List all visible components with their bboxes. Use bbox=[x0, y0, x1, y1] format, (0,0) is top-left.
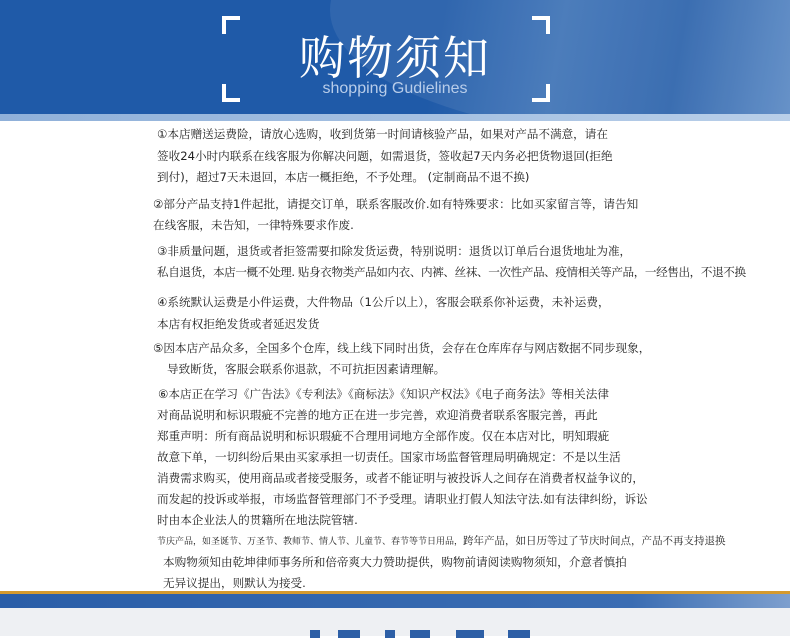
header-divider bbox=[0, 114, 790, 121]
next-section-decoration bbox=[508, 630, 530, 638]
next-section-decoration bbox=[310, 630, 320, 638]
notice-line: ①本店赠送运费险，请放心选购，收到货第一时间请核验产品，如果对产品不满意，请在 bbox=[157, 127, 608, 141]
notice-line: 而发起的投诉或举报，市场监督管理部门不予受理。请职业打假人知法守法.如有法律纠纷，诉讼 bbox=[157, 492, 648, 506]
notice-line: ⑤因本店产品众多，全国多个仓库，线上线下同时出货，会存在仓库库存与网店数据不同步现象， bbox=[153, 341, 651, 355]
notice-line: 郑重声明：所有商品说明和标识瑕疵不合理用词地方全部作废。仅在本店对比，明知瑕疵 bbox=[157, 429, 610, 443]
footer-gray-band bbox=[0, 608, 790, 636]
holiday-small-text: 节庆产品，如圣诞节、万圣节、教师节、情人节、儿童节、春节等节日用品， bbox=[157, 537, 464, 547]
notice-line: 本店有权拒绝发货或者延迟发货 bbox=[157, 317, 320, 331]
notice-line: 私自退货，本店一概不处理. 贴身衣物类产品如内衣、内裤、丝袜、一次性产品、疫情相关等产品，一经售出，不退不换 bbox=[157, 265, 746, 279]
notice-line: 对商品说明和标识瑕疵不完善的地方正在进一步完善，欢迎消费者联系客服完善，再此 bbox=[157, 408, 598, 422]
notice-line: 本购物须知由乾坤律师事务所和倍帝爽大力赞助提供，购物前请阅读购物须知，介意者慎拍 bbox=[163, 555, 627, 569]
notice-line: 无异议提出，则默认为接受. bbox=[163, 576, 306, 590]
next-section-decoration bbox=[456, 630, 484, 638]
page-title: 购物须知 bbox=[299, 31, 491, 85]
notice-line: 时由本企业法人的贯籍所在地法院管辖. bbox=[157, 513, 358, 527]
header-banner bbox=[0, 0, 790, 114]
notice-line: ④系统默认运费是小件运费，大件物品（1公斤以上），客服会联系你补运费，未补运费， bbox=[157, 295, 610, 309]
notice-line: 消费需求购买，使用商品或者接受服务，或者不能证明与被投诉人之间存在消费者权益争议的， bbox=[157, 471, 644, 485]
notice-line: 到付)，超过7天未退回，本店一概拒绝，不予处理。 (定制商品不退不换) bbox=[157, 170, 530, 184]
next-section-decoration bbox=[410, 630, 430, 638]
notice-line: ②部分产品支持1件起批，请提交订单，联系客服改价.如有特殊要求：比如买家留言等，请告知 bbox=[153, 197, 639, 211]
notice-line: 导致断货，客服会联系你退款，不可抗拒因素请理解。 bbox=[167, 362, 446, 376]
notice-line: ③非质量问题，退货或者拒签需要扣除发货运费，特别说明：退货以订单后台退货地址为准， bbox=[157, 244, 632, 258]
next-section-decoration bbox=[385, 630, 395, 638]
footer-blue-band bbox=[0, 594, 790, 608]
page-subtitle: shopping Gudielines bbox=[322, 80, 468, 97]
notice-line: 在线客服，未告知，一律特殊要求作废. bbox=[153, 218, 354, 232]
notice-line: 故意下单，一切纠纷后果由买家承担一切责任。国家市场监督管理局明确规定：不是以生活 bbox=[157, 450, 621, 464]
notice-line-holiday bbox=[157, 533, 726, 548]
notice-line: ⑥本店正在学习《广告法》《专利法》《商标法》《知识产权法》《电子商务法》等相关法律 bbox=[158, 387, 609, 401]
holiday-large-text: 跨年产品，如日历等过了节庆时间点，产品不再支持退换 bbox=[463, 535, 726, 547]
notice-line: 签收24小时内联系在线客服为你解决问题，如需退货，签收起7天内务必把货物退回(拒绝 bbox=[157, 149, 613, 163]
next-section-decoration bbox=[338, 630, 360, 638]
